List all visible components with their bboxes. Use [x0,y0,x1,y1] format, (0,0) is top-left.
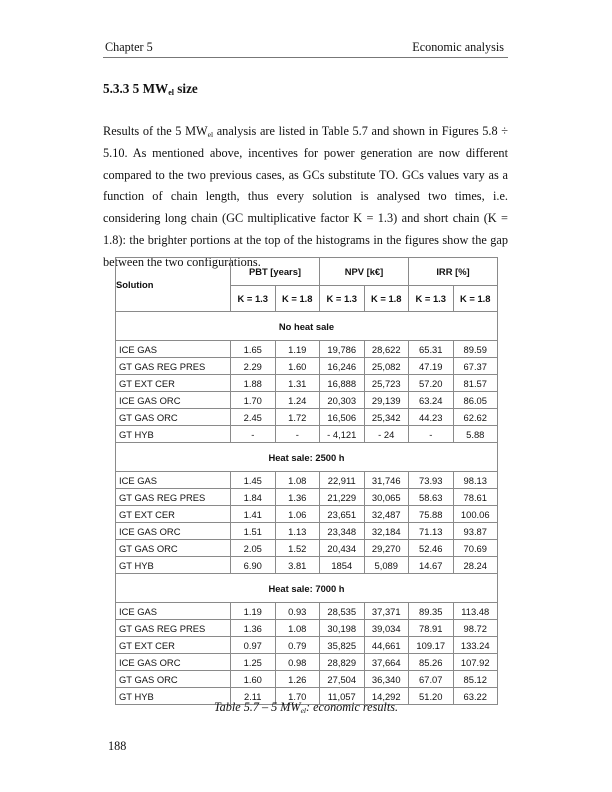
table-cell: 1.08 [275,472,320,489]
table-cell: 28.24 [453,557,498,574]
table-cell: 98.13 [453,472,498,489]
table-cell: 1.52 [275,540,320,557]
table-cell: 1.08 [275,620,320,637]
table-row [116,392,498,409]
table-cell: 22,911 [320,472,365,489]
table-cell: 86.05 [453,392,498,409]
header-npv: NPV [k€] [320,258,409,286]
table-cell: 20,303 [320,392,365,409]
table-cell: 62.62 [453,409,498,426]
caption-text-post: : economic results. [306,700,398,714]
table-cell: 2.11 [231,688,276,705]
table-cell: 85.12 [453,671,498,688]
solution-name: GT EXT CER [116,637,231,654]
table-cell: 1.70 [231,392,276,409]
table-cell: 100.06 [453,506,498,523]
section-label: Economic analysis [412,40,504,54]
table-cell: 1.19 [275,341,320,358]
table-cell: 57.20 [409,375,454,392]
header-k: K = 1.3 [320,286,365,312]
table-cell: 11,057 [320,688,365,705]
solution-name: GT HYB [116,426,231,443]
table-cell: 1.60 [231,671,276,688]
header-k: K = 1.3 [409,286,454,312]
table-row [116,506,498,523]
table-cell: 47.19 [409,358,454,375]
table-cell: 1854 [320,557,365,574]
table-row [116,620,498,637]
table-cell: 85.26 [409,654,454,671]
table-cell: 133.24 [453,637,498,654]
table-cell: 1.60 [275,358,320,375]
table-cell: 1.70 [275,688,320,705]
table-cell: 1.24 [275,392,320,409]
table-row [116,358,498,375]
table-cell: 28,535 [320,603,365,620]
solution-name: GT HYB [116,557,231,574]
table-cell: 51.20 [409,688,454,705]
table-cell: 29,270 [364,540,409,557]
table-header-row-groups [116,258,498,286]
section-title-post: size [173,81,198,96]
table-cell: 1.13 [275,523,320,540]
table-cell: 67.37 [453,358,498,375]
table-cell: 14,292 [364,688,409,705]
caption-subscript: el [300,706,307,715]
solution-name: ICE GAS [116,341,231,358]
table-cell: 16,888 [320,375,365,392]
table-cell: 67.07 [409,671,454,688]
table-cell: 28,622 [364,341,409,358]
table-cell: 16,246 [320,358,365,375]
table-cell: 93.87 [453,523,498,540]
section-row [116,443,498,472]
body-paragraph [103,121,508,274]
section-title-sub: el [168,88,174,97]
table-cell: 1.06 [275,506,320,523]
table-cell: 1.26 [275,671,320,688]
header-irr: IRR [%] [409,258,498,286]
table-cell: 2.45 [231,409,276,426]
table-cell: 23,348 [320,523,365,540]
header-k: K = 1.8 [275,286,320,312]
table-row [116,523,498,540]
paragraph-subscript: el [207,130,214,139]
table-cell: 44.23 [409,409,454,426]
table-cell: 16,506 [320,409,365,426]
table-cell: 28,829 [320,654,365,671]
table-cell: 109.17 [409,637,454,654]
table-cell: 1.45 [231,472,276,489]
solution-name: GT GAS REG PRES [116,489,231,506]
table-cell: 2.29 [231,358,276,375]
table-row [116,671,498,688]
table-row [116,426,498,443]
table-cell: - 24 [364,426,409,443]
table-cell: 37,664 [364,654,409,671]
paragraph-text-1: Results of the 5 MW [103,124,208,138]
header-solution: Solution [116,258,231,312]
table-cell: 6.90 [231,557,276,574]
table-cell: 89.35 [409,603,454,620]
table-cell: 0.93 [275,603,320,620]
table-cell: 89.59 [453,341,498,358]
header-pbt: PBT [years] [231,258,320,286]
table-cell: 52.46 [409,540,454,557]
table-cell: 58.63 [409,489,454,506]
table-cell: 1.36 [231,620,276,637]
solution-name: GT GAS ORC [116,540,231,557]
table-cell: 25,723 [364,375,409,392]
table-cell: 113.48 [453,603,498,620]
solution-name: GT GAS ORC [116,671,231,688]
header-k: K = 1.8 [364,286,409,312]
table-cell: 1.72 [275,409,320,426]
solution-name: GT GAS REG PRES [116,358,231,375]
table-row [116,603,498,620]
table-body [116,312,498,705]
chapter-label: Chapter 5 [105,40,153,54]
table-cell: 1.65 [231,341,276,358]
solution-name: ICE GAS ORC [116,654,231,671]
table-cell: 1.19 [231,603,276,620]
table-row [116,637,498,654]
table-cell: 73.93 [409,472,454,489]
table-cell: 23,651 [320,506,365,523]
solution-name: GT EXT CER [116,375,231,392]
table-cell: 39,034 [364,620,409,637]
table-cell: - [275,426,320,443]
solution-name: ICE GAS [116,603,231,620]
table-cell: 21,229 [320,489,365,506]
section-title: No heat sale [116,312,498,341]
section-heading [103,81,198,97]
running-header [103,38,508,58]
table-cell: 1.36 [275,489,320,506]
table-cell: 71.13 [409,523,454,540]
table-cell: 63.24 [409,392,454,409]
table-cell: - [409,426,454,443]
table-cell: 78.61 [453,489,498,506]
table-cell: 20,434 [320,540,365,557]
table-cell: 25,342 [364,409,409,426]
section-title: Heat sale: 2500 h [116,443,498,472]
caption-text-pre: Table 5.7 – 5 MW [214,700,301,714]
solution-name: ICE GAS ORC [116,392,231,409]
table-cell: 63.22 [453,688,498,705]
table-cell: 29,139 [364,392,409,409]
table-cell: 36,340 [364,671,409,688]
table-cell: 32,184 [364,523,409,540]
table-cell: - 4,121 [320,426,365,443]
table-cell: 32,487 [364,506,409,523]
table-cell: 5.88 [453,426,498,443]
solution-name: GT EXT CER [116,506,231,523]
table-cell: 37,371 [364,603,409,620]
table-cell: 98.72 [453,620,498,637]
page-number: 188 [108,739,127,753]
table-caption [0,700,612,715]
table-cell: 1.31 [275,375,320,392]
table-cell: - [231,426,276,443]
table-cell: 44,661 [364,637,409,654]
paragraph-text-2: analysis are listed in Table 5.7 and shown in Figures 5.8 ÷ 5.10. As mentioned above, incentives for power generation are now different compared to the two previous cases, as GCs substitute TO. GCs values vary as a function of chain length, thus every solution is analysed two times, i.e. considering long chain (GC multiplicative factor K = 1.3) and short chain (K = 1.8): the brighter portions at the top of the histograms in the figures show the gap between the two configurations. [103,124,509,269]
table-row [116,654,498,671]
table-cell: 1.41 [231,506,276,523]
table-cell: 65.31 [409,341,454,358]
table-row [116,375,498,392]
table-cell: 31,746 [364,472,409,489]
solution-name: ICE GAS ORC [116,523,231,540]
table-row [116,341,498,358]
table-row [116,489,498,506]
table-cell: 3.81 [275,557,320,574]
table-cell: 0.79 [275,637,320,654]
table-cell: 1.25 [231,654,276,671]
table-cell: 19,786 [320,341,365,358]
table-row [116,540,498,557]
table-cell: 2.05 [231,540,276,557]
table-cell: 5,089 [364,557,409,574]
table-cell: 1.88 [231,375,276,392]
table-row [116,409,498,426]
table-cell: 75.88 [409,506,454,523]
solution-name: GT GAS REG PRES [116,620,231,637]
section-row [116,312,498,341]
solution-name: GT HYB [116,688,231,705]
table-row [116,557,498,574]
table-cell: 35,825 [320,637,365,654]
table-cell: 30,198 [320,620,365,637]
table-cell: 27,504 [320,671,365,688]
header-k: K = 1.8 [453,286,498,312]
table-cell: 30,065 [364,489,409,506]
solution-name: GT GAS ORC [116,409,231,426]
section-row [116,574,498,603]
table-row [116,472,498,489]
results-table [115,257,498,705]
table-cell: 78.91 [409,620,454,637]
table-cell: 81.57 [453,375,498,392]
table-cell: 1.84 [231,489,276,506]
table-cell: 14.67 [409,557,454,574]
section-title: Heat sale: 7000 h [116,574,498,603]
table-cell: 1.51 [231,523,276,540]
section-number: 5.3.3 [103,81,130,96]
table-cell: 0.97 [231,637,276,654]
table-cell: 107.92 [453,654,498,671]
table-cell: 25,082 [364,358,409,375]
solution-name: ICE GAS [116,472,231,489]
header-k: K = 1.3 [231,286,276,312]
table-cell: 0.98 [275,654,320,671]
table-cell: 70.69 [453,540,498,557]
section-title-pre: 5 MW [132,81,169,96]
